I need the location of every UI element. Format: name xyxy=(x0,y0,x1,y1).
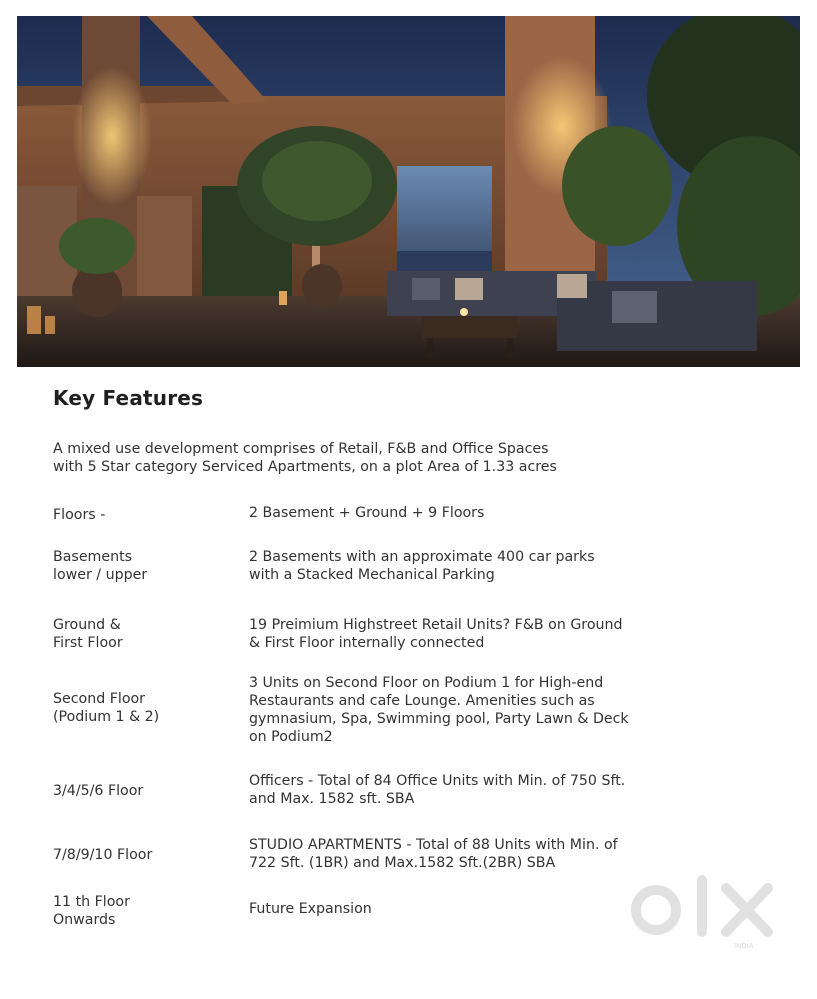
feature-value: 3 Units on Second Floor on Podium 1 for High-end Restaurants and cafe Lounge. Amenities such as gymnasium, Spa, Swimming pool, Party Lawn & Deck on Podium2 xyxy=(249,675,629,745)
feature-label: 11 th Floor Onwards xyxy=(53,894,130,928)
intro-line: with 5 Star category Serviced Apartments, on a plot Area of 1.33 acres xyxy=(53,459,557,475)
feature-label: Second Floor (Podium 1 & 2) xyxy=(53,691,160,725)
page-title: Key Features xyxy=(53,386,204,410)
intro-paragraph xyxy=(53,440,673,476)
feature-value: 2 Basement + Ground + 9 Floors xyxy=(249,505,485,521)
feature-label: 3/4/5/6 Floor xyxy=(53,783,144,799)
feature-label: Floors - xyxy=(53,507,106,523)
feature-value: STUDIO APARTMENTS - Total of 88 Units with Min. of 722 Sft. (1BR) and Max.1582 Sft.(2BR) SBA xyxy=(249,837,618,871)
terrace-illustration xyxy=(17,16,800,367)
feature-label: Ground & First Floor xyxy=(53,617,123,651)
hero-image xyxy=(17,16,800,367)
feature-value: 2 Basements with an approximate 400 car parks with a Stacked Mechanical Parking xyxy=(249,549,595,583)
olx-watermark-logo xyxy=(628,872,780,952)
feature-value: Future Expansion xyxy=(249,901,372,917)
intro-line: A mixed use development comprises of Retail, F&B and Office Spaces xyxy=(53,441,549,457)
feature-label: 7/8/9/10 Floor xyxy=(53,847,153,863)
olx-logo-icon xyxy=(628,872,780,952)
feature-label: Basements lower / upper xyxy=(53,549,148,583)
feature-value: Officers - Total of 84 Office Units with Min. of 750 Sft. and Max. 1582 sft. SBA xyxy=(249,773,626,807)
watermark-sub: INDIA xyxy=(734,942,754,950)
feature-value: 19 Preimium Highstreet Retail Units? F&B on Ground & First Floor internally connected xyxy=(249,617,623,651)
